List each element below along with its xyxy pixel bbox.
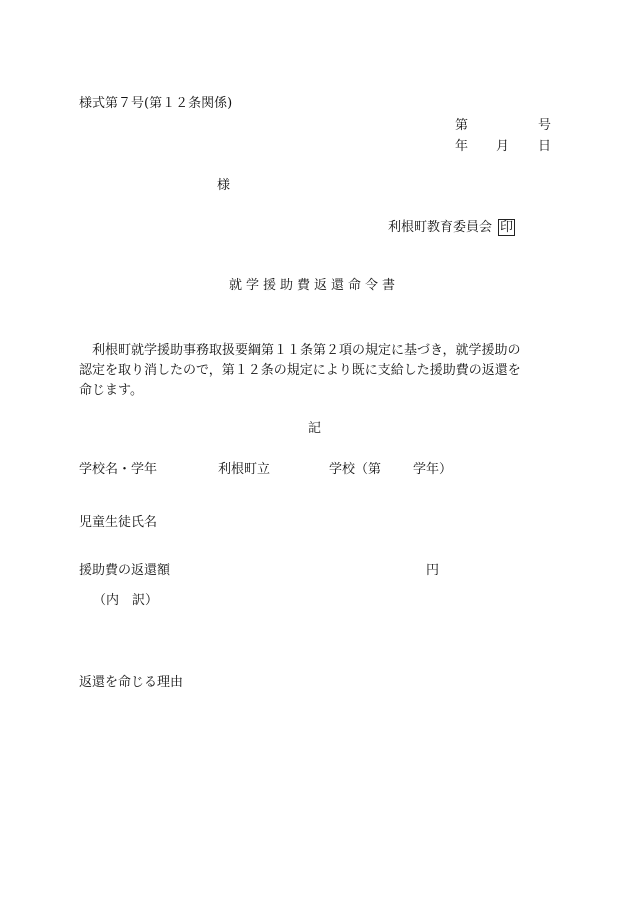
addressee-suffix: 様 <box>217 178 231 193</box>
school-town: 利根町立 <box>218 462 271 477</box>
date-year: 年 <box>455 139 469 154</box>
student-label: 児童生徒氏名 <box>79 515 158 530</box>
form-label: 様式第７号(第１２条関係) <box>79 96 233 111</box>
body-paragraph <box>79 341 553 401</box>
amount-unit: 円 <box>426 563 440 578</box>
date-day: 日 <box>538 139 552 154</box>
school-suffix: 学校（第 <box>329 462 382 477</box>
body-line: 認定を取り消したので，第１２条の規定により既に支給した援助費の返還を <box>79 363 521 378</box>
date-month: 月 <box>496 139 510 154</box>
document-title: 就学援助費返還命令書 <box>229 278 400 293</box>
seal-mark: 印 <box>500 220 514 235</box>
school-label: 学校名・学年 <box>79 462 158 477</box>
ki-mark: 記 <box>308 421 322 436</box>
body-line: 命じます。 <box>79 383 143 398</box>
body-line: 利根町就学援助事務取扱要綱第１１条第２項の規定に基づき，就学援助の <box>79 343 521 358</box>
breakdown-label: （内 訳） <box>93 593 159 608</box>
grade-suffix: 学年） <box>413 462 453 477</box>
doc-number-suffix: 号 <box>538 118 552 133</box>
issuer-name: 利根町教育委員会 <box>388 220 493 235</box>
doc-number-prefix: 第 <box>455 118 469 133</box>
reason-label: 返還を命じる理由 <box>79 675 184 690</box>
amount-label: 援助費の返還額 <box>79 563 171 578</box>
issuer <box>388 219 515 236</box>
